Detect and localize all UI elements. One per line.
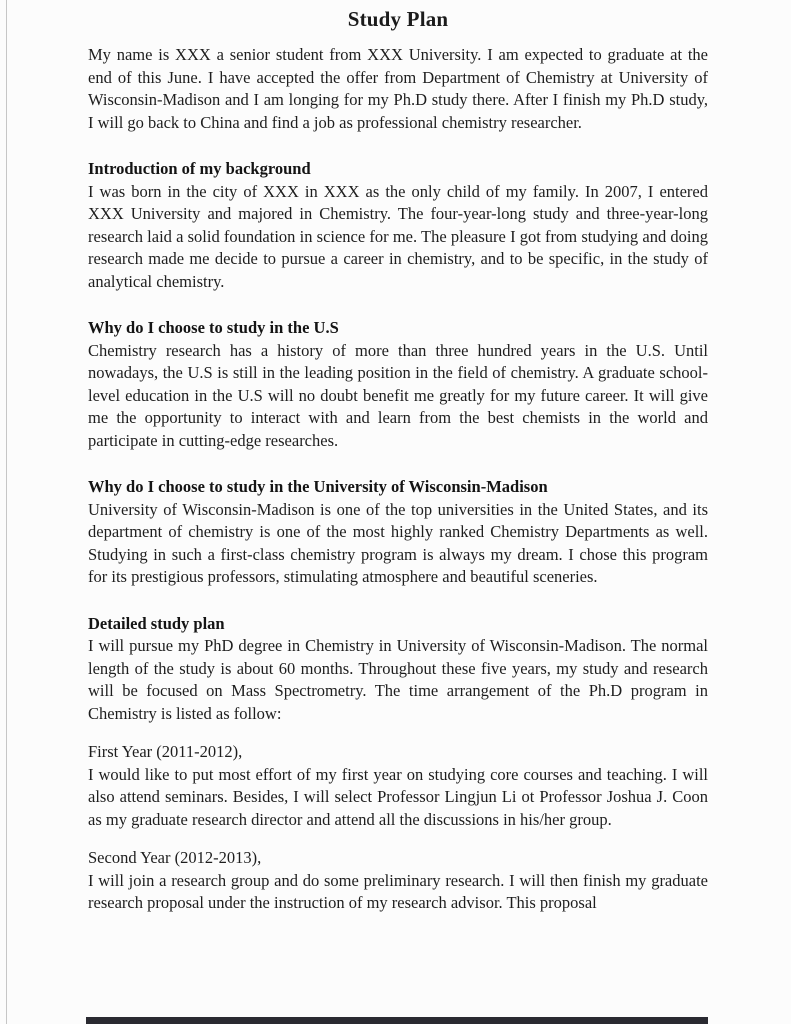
- section-body-why-uw-madison: University of Wisconsin-Madison is one of the top universities in the United States, and its department of chemistry is one of the most highly ranked Chemistry Departments as well. Studying in such a first-class chemistry program is always my dream. I chose this program for its prestigious professors, stimulating atmosphere and beautiful sceneries.: [88, 499, 708, 586]
- timeline-label-first-year: First Year (2011-2012),: [88, 742, 243, 761]
- section-heading-background: Introduction of my background: [88, 159, 311, 178]
- section-body-background: I was born in the city of XXX in XXX as the only child of my family. In 2007, I entered XXX University and majored in Chemistry. The four-year-long study and three-year-long research laid a solid foundation in science for me. The pleasure I got from studying and doing research made me decide to pursue a career in chemistry, and to be specific, in the study of analytical chemistry.: [88, 181, 708, 291]
- next-page-element-top-edge: [86, 1017, 708, 1024]
- timeline-body-second-year: I will join a research group and do some preliminary research. I will then finish my graduate research proposal under the instruction of my research advisor. This proposal: [88, 870, 708, 912]
- section-heading-detailed-plan: Detailed study plan: [88, 613, 225, 633]
- document-content: [88, 6, 708, 915]
- section-body-why-us: Chemistry research has a history of more than three hundred years in the U.S. Until nowadays, the U.S is still in the leading position in the field of chemistry. A graduate school-level education in the U.S will no doubt benefit me greatly for my future career. It will give me the opportunity to interact with and learn from the best chemists in the world and participate in cutting-edge researches.: [88, 340, 708, 450]
- timeline-label-second-year: Second Year (2012-2013),: [88, 848, 262, 867]
- intro-paragraph: My name is XXX a senior student from XXX University. I am expected to graduate at the end of this June. I have accepted the offer from Department of Chemistry at University of Wisconsin-Madison and I am longing for my Ph.D study there. After I finish my Ph.D study, I will go back to China and find a job as professional chemistry researcher.: [88, 45, 708, 132]
- page-title: Study Plan: [347, 7, 449, 31]
- section-heading-why-uw-madison: Why do I choose to study in the University of Wisconsin-Madison: [88, 477, 548, 496]
- page-left-edge-line: [6, 0, 7, 1024]
- section-heading-why-us: Why do I choose to study in the U.S: [88, 318, 339, 337]
- section-body-detailed-plan: I will pursue my PhD degree in Chemistry in University of Wisconsin-Madison. The normal length of the study is about 60 months. Throughout these five years, my study and research will be focused on Mass Spectrometry. The time arrangement of the Ph.D program in Chemistry is listed as follow:: [88, 636, 708, 723]
- timeline-body-first-year: I would like to put most effort of my first year on studying core courses and teaching. I will also attend seminars. Besides, I will select Professor Lingjun Li ot Professor Joshua J. Coon as my graduate research director and attend all the discussions in his/her group.: [88, 764, 708, 829]
